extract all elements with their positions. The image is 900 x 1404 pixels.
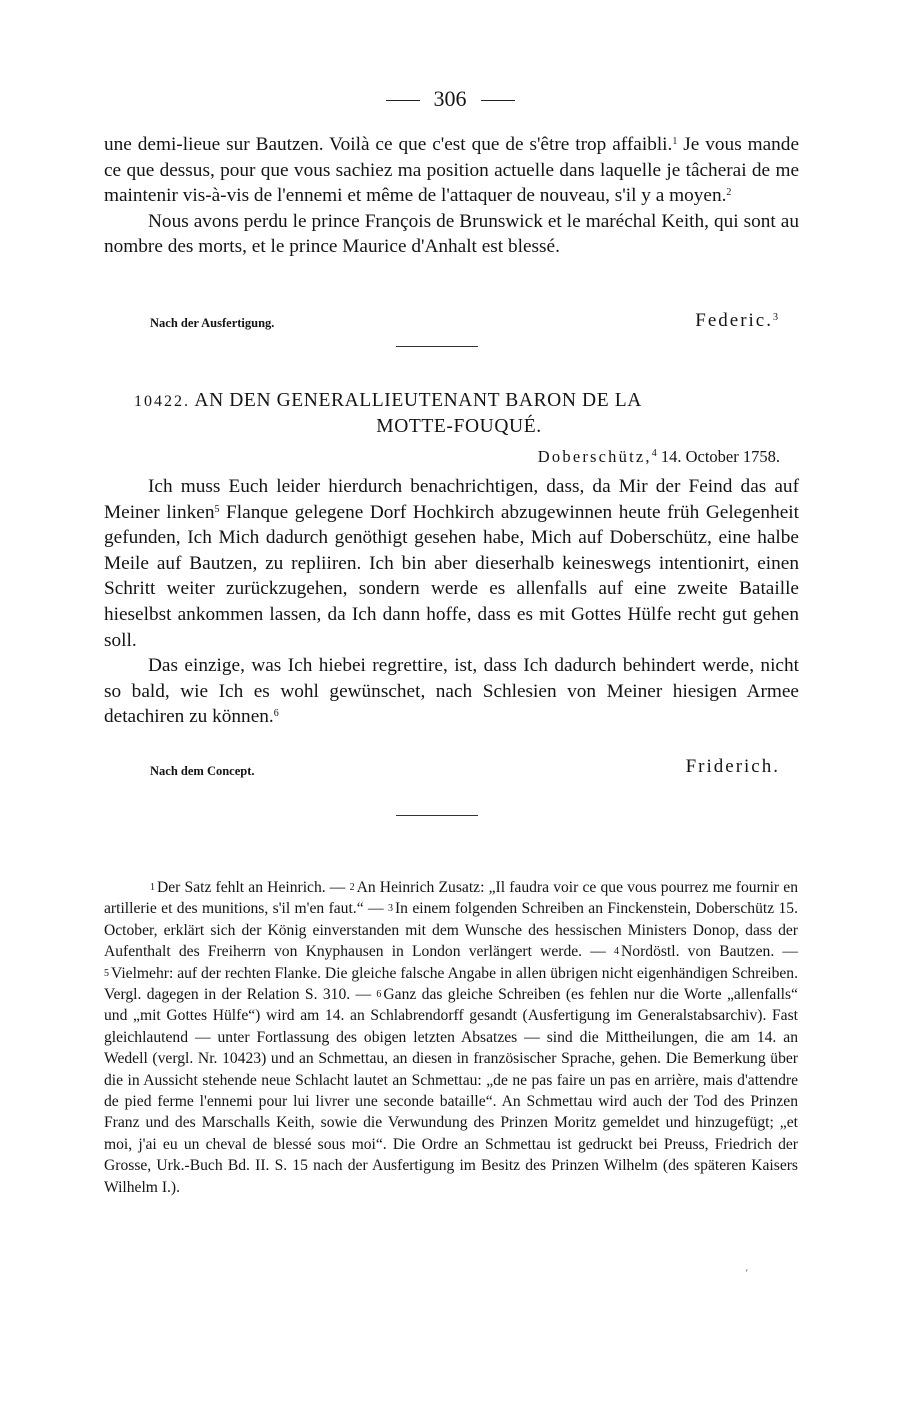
letter-heading	[134, 388, 774, 439]
letter-text	[104, 474, 799, 730]
source-note: Nach dem Concept.	[150, 764, 255, 778]
footnote-ref-1: 1	[672, 136, 678, 147]
footnotes	[104, 877, 798, 1198]
footnote-number-6: 6	[376, 989, 382, 1001]
letter-paragraph-2: Das einzige, was Ich hiebei regrettire, ist, dass Ich dadurch behindert werde, nicht so bald, wie Ich es wohl gewünschet, nach Schlesien von Meiner hiesigen Armee detachiren zu können.$^6$	[104, 655, 799, 728]
footnote-number-2: 2	[349, 882, 355, 893]
previous-letter-paragraph-2: Nous avons perdu le prince François de Brunswick et le maréchal Keith, qui sont au nombre des morts, et le prince Maurice d'Anhalt est blessé.	[104, 210, 799, 258]
dateline	[538, 447, 780, 467]
letter-heading-line-2: MOTTE-FOUQUÉ.	[376, 416, 542, 437]
footnote-ref-5: 5	[214, 503, 220, 515]
section-divider	[396, 815, 478, 816]
signature: Friderich.	[685, 756, 780, 777]
letter-number: 10422.	[134, 393, 190, 410]
footnote-number-4: 4	[614, 946, 620, 958]
stray-mark: '	[746, 1268, 748, 1278]
footnote-number-3: 3	[387, 903, 393, 915]
footnote-number-1: 1	[150, 882, 155, 893]
source-note: Nach der Ausfertigung.	[150, 316, 275, 330]
footnote-ref-4: 4	[651, 448, 657, 459]
footnote-number-5: 5	[104, 967, 109, 979]
page-header	[0, 86, 900, 112]
section-divider	[396, 346, 478, 347]
letter-heading-line-1: AN DEN GENERALLIEUTENANT BARON DE LA	[194, 390, 642, 411]
footnote-ref-2: 2	[726, 187, 732, 199]
dateline-place: Doberschütz,	[537, 447, 652, 466]
footnote-block: 1 Der Satz fehlt an Heinrich. — 2 An Heinrich Zusatz: „Il faudra voir ce que vous pourrez me fournir en artillerie et des munitions, s'il m'en faut.“ — 3 In einem folgenden Schreiben an Finckenstein, Doberschütz 15. October, erklärt sich der König einverstanden mit dem Wunsche des hessischen Ministers Donop, dass der Aufenthalt des Freiherrn von Knyphausen in London verlängert werde. — 4 Nordöstl. von Bautzen. — 5 Vielmehr: auf der rechten Flanke. Die gleiche falsche Angabe in allen übrigen nicht eigenhändigen Schreiben. Vergl. dagegen in der Relation S. 310. — 6 Ganz das gleiche Schreiben (es fehlen nur die Worte „allenfalls“ und „mit Gottes Hülfe“) wird am 14. an Schlabrendorff gesandt (Ausfertigung im Generalstabsarchiv). Fast gleichlautend — unter Fortlassung des obigen letzten Absatzes — sind die Mittheilungen, die am 14. an Wedell (vergl. Nr. 10423) und an Schmettau, an diesen in französischer Sprache, gehen. Die Bemerkung über die in Aussicht stehende neue Schlacht lautet an Schmettau: „de ne pas faire un pas en arrière, mais d'attendre de pied ferme l'ennemi pour lui livrer une seconde bataille“. An Schmettau wird auch der Tod des Prinzen Franz und des Marschalls Keith, sowie die Verwundung des Prinzen Moritz gemeldet und hinzugefügt; „et moi, j'ai eu un cheval de blessé sous moi“. Die Ordre an Schmettau ist gedruckt bei Preuss, Friedrich der Grosse, Urk.-Buch Bd. II. S. 15 nach der Ausfertigung im Besitz des Prinzen Wilhelm (des späteren Kaisers Wilhelm I.).	[104, 879, 798, 1196]
header-rule-left	[386, 100, 420, 101]
previous-letter-paragraph-1: une demi-lieue sur Bautzen. Voilà ce que c'est que de s'être trop affaibli.$^1$ Je vous mande ce que dessus, pour que vous sachiez ma position actuelle dans laquelle je tâcherai de me maintenir vis-à-vis de l'ennemi et même de l'attaquer de nouveau, s'il y a moyen.$^2$	[104, 134, 800, 207]
signature: Federic.$^3$	[695, 310, 780, 331]
previous-letter-text	[104, 132, 799, 260]
footnote-ref-6: 6	[273, 708, 279, 720]
page-number: 306	[433, 86, 467, 111]
footnote-ref-3: 3	[773, 312, 780, 323]
header-rule-right	[481, 100, 515, 101]
dateline-date: 14. October 1758.	[660, 447, 780, 466]
letter-paragraph-1: Ich muss Euch leider hierdurch benachrichtigen, dass, da Mir der Feind das auf Meiner linken$^5$ Flanque gelegene Dorf Hochkirch abzugewinnen heute früh Gelegenheit gefunden, Ich Mich dadurch genöthigt gesehen habe, Mich auf Doberschütz, eine halbe Meile auf Bautzen, zu repliiren. Ich bin aber dieserhalb keineswegs intentionirt, einen Schritt weiter zurückzugehen, sondern werde es allenfalls auf eine zweite Bataille hieselbst ankommen lassen, da Ich dann hoffe, dass es mit Gottes Hülfe recht gut gehen soll.	[104, 476, 799, 651]
